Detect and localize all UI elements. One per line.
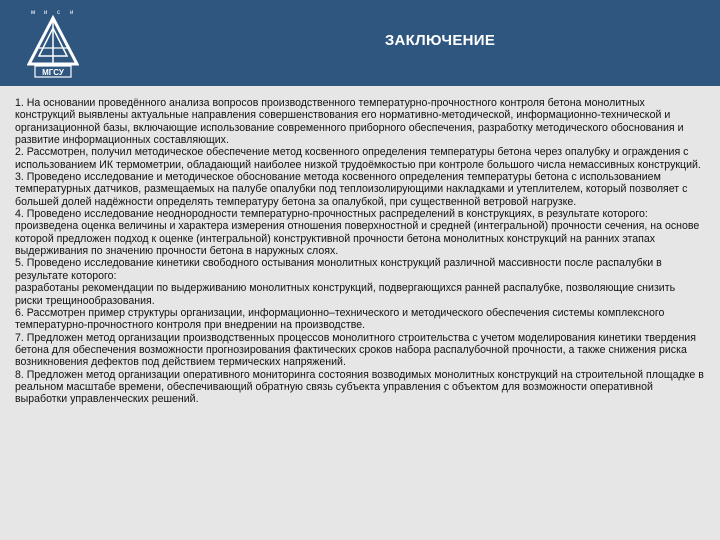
paragraph-8: 8. Предложен метод организации оперативного мониторинга состояния возводимых монолитных конструкций на строительной площадке в реальном масштабе времени, обеспечивающий обратную связь субъекта управления с объектом для возможности оперативной выработки управленческих решений. bbox=[15, 368, 704, 406]
paragraph-2: 2. Рассмотрен, получил методическое обеспечение метод косвенного определения температуры бетона через опалубку и ограждения с использованием ИК термометрии, обладающий наиболее низкой трудоёмкостью при контроле большого числа немассивных конструкций. bbox=[15, 146, 701, 171]
slide-header bbox=[0, 0, 720, 86]
svg-text:МГСУ: МГСУ bbox=[42, 68, 64, 77]
paragraph-4-detail: произведена оценка величины и характера измерения отношения поверхностной и средней (интегральной) прочности сечения, на основе которой предложен подход к оценке (интегральной) конструктивной прочности бетона монолитных конструкций на ранних этапах выдерживания по значению прочности бетона в наружных слоях. bbox=[15, 220, 700, 258]
paragraph-7: 7. Предложен метод организации производственных процессов монолитного строительства с учетом моделирования кинетики твердения бетона для обеспечения возможности прогнозирования фактических сроков набора распалубочной прочности, а также снижения риска возникновения дефектов под действием термических напряжений. bbox=[15, 331, 696, 369]
paragraph-4: 4. Проведено исследование неоднородности температурно-прочностных распределений в конструкциях, в результате которого: bbox=[15, 208, 648, 221]
slide-title: ЗАКЛЮЧЕНИЕ bbox=[384, 32, 496, 49]
svg-text:и: и bbox=[70, 10, 74, 16]
paragraph-1: 1. На основании проведённого анализа вопросов производственного температурно-прочностного контроля бетона монолитных конструкций выявлены актуальные направления совершенствования его нормативно-методической, информационно-технической и организационной базы, включающие использование современного приборного обеспечения, разработку методического обоснования и развитие информационных составляющих. bbox=[15, 97, 684, 147]
paragraph-6: 6. Рассмотрен пример структуры организации, информационно–технического и методического обеспечения системы комплексного температурно-прочностного контроля при внедрении на производстве. bbox=[15, 306, 665, 332]
svg-text:с: с bbox=[57, 10, 60, 16]
svg-text:и: и bbox=[44, 10, 48, 16]
svg-text:м: м bbox=[31, 10, 36, 16]
paragraph-3: 3. Проведено исследование и методическое обоснование метода косвенного определения температуры бетона с использованием температурных датчиков, размещаемых на палубе опалубки под теплоизолирующими накладками и утеплителем, который позволяет с большей долей надёжности определять температуру бетона за опалубкой, при существенной ветровой нагрузке. bbox=[15, 171, 688, 208]
mgsu-logo-icon bbox=[27, 6, 79, 78]
paragraph-5: 5. Проведено исследование кинетики свободного остывания монолитных конструкций различной массивности после распалубки в результате которого: bbox=[15, 257, 662, 282]
conclusion-text bbox=[15, 97, 705, 406]
paragraph-5-detail: разработаны рекомендации по выдерживанию монолитных конструкций, подвергающихся ранней распалубке, позволяющие снизить риски трещинообразования. bbox=[15, 282, 676, 307]
